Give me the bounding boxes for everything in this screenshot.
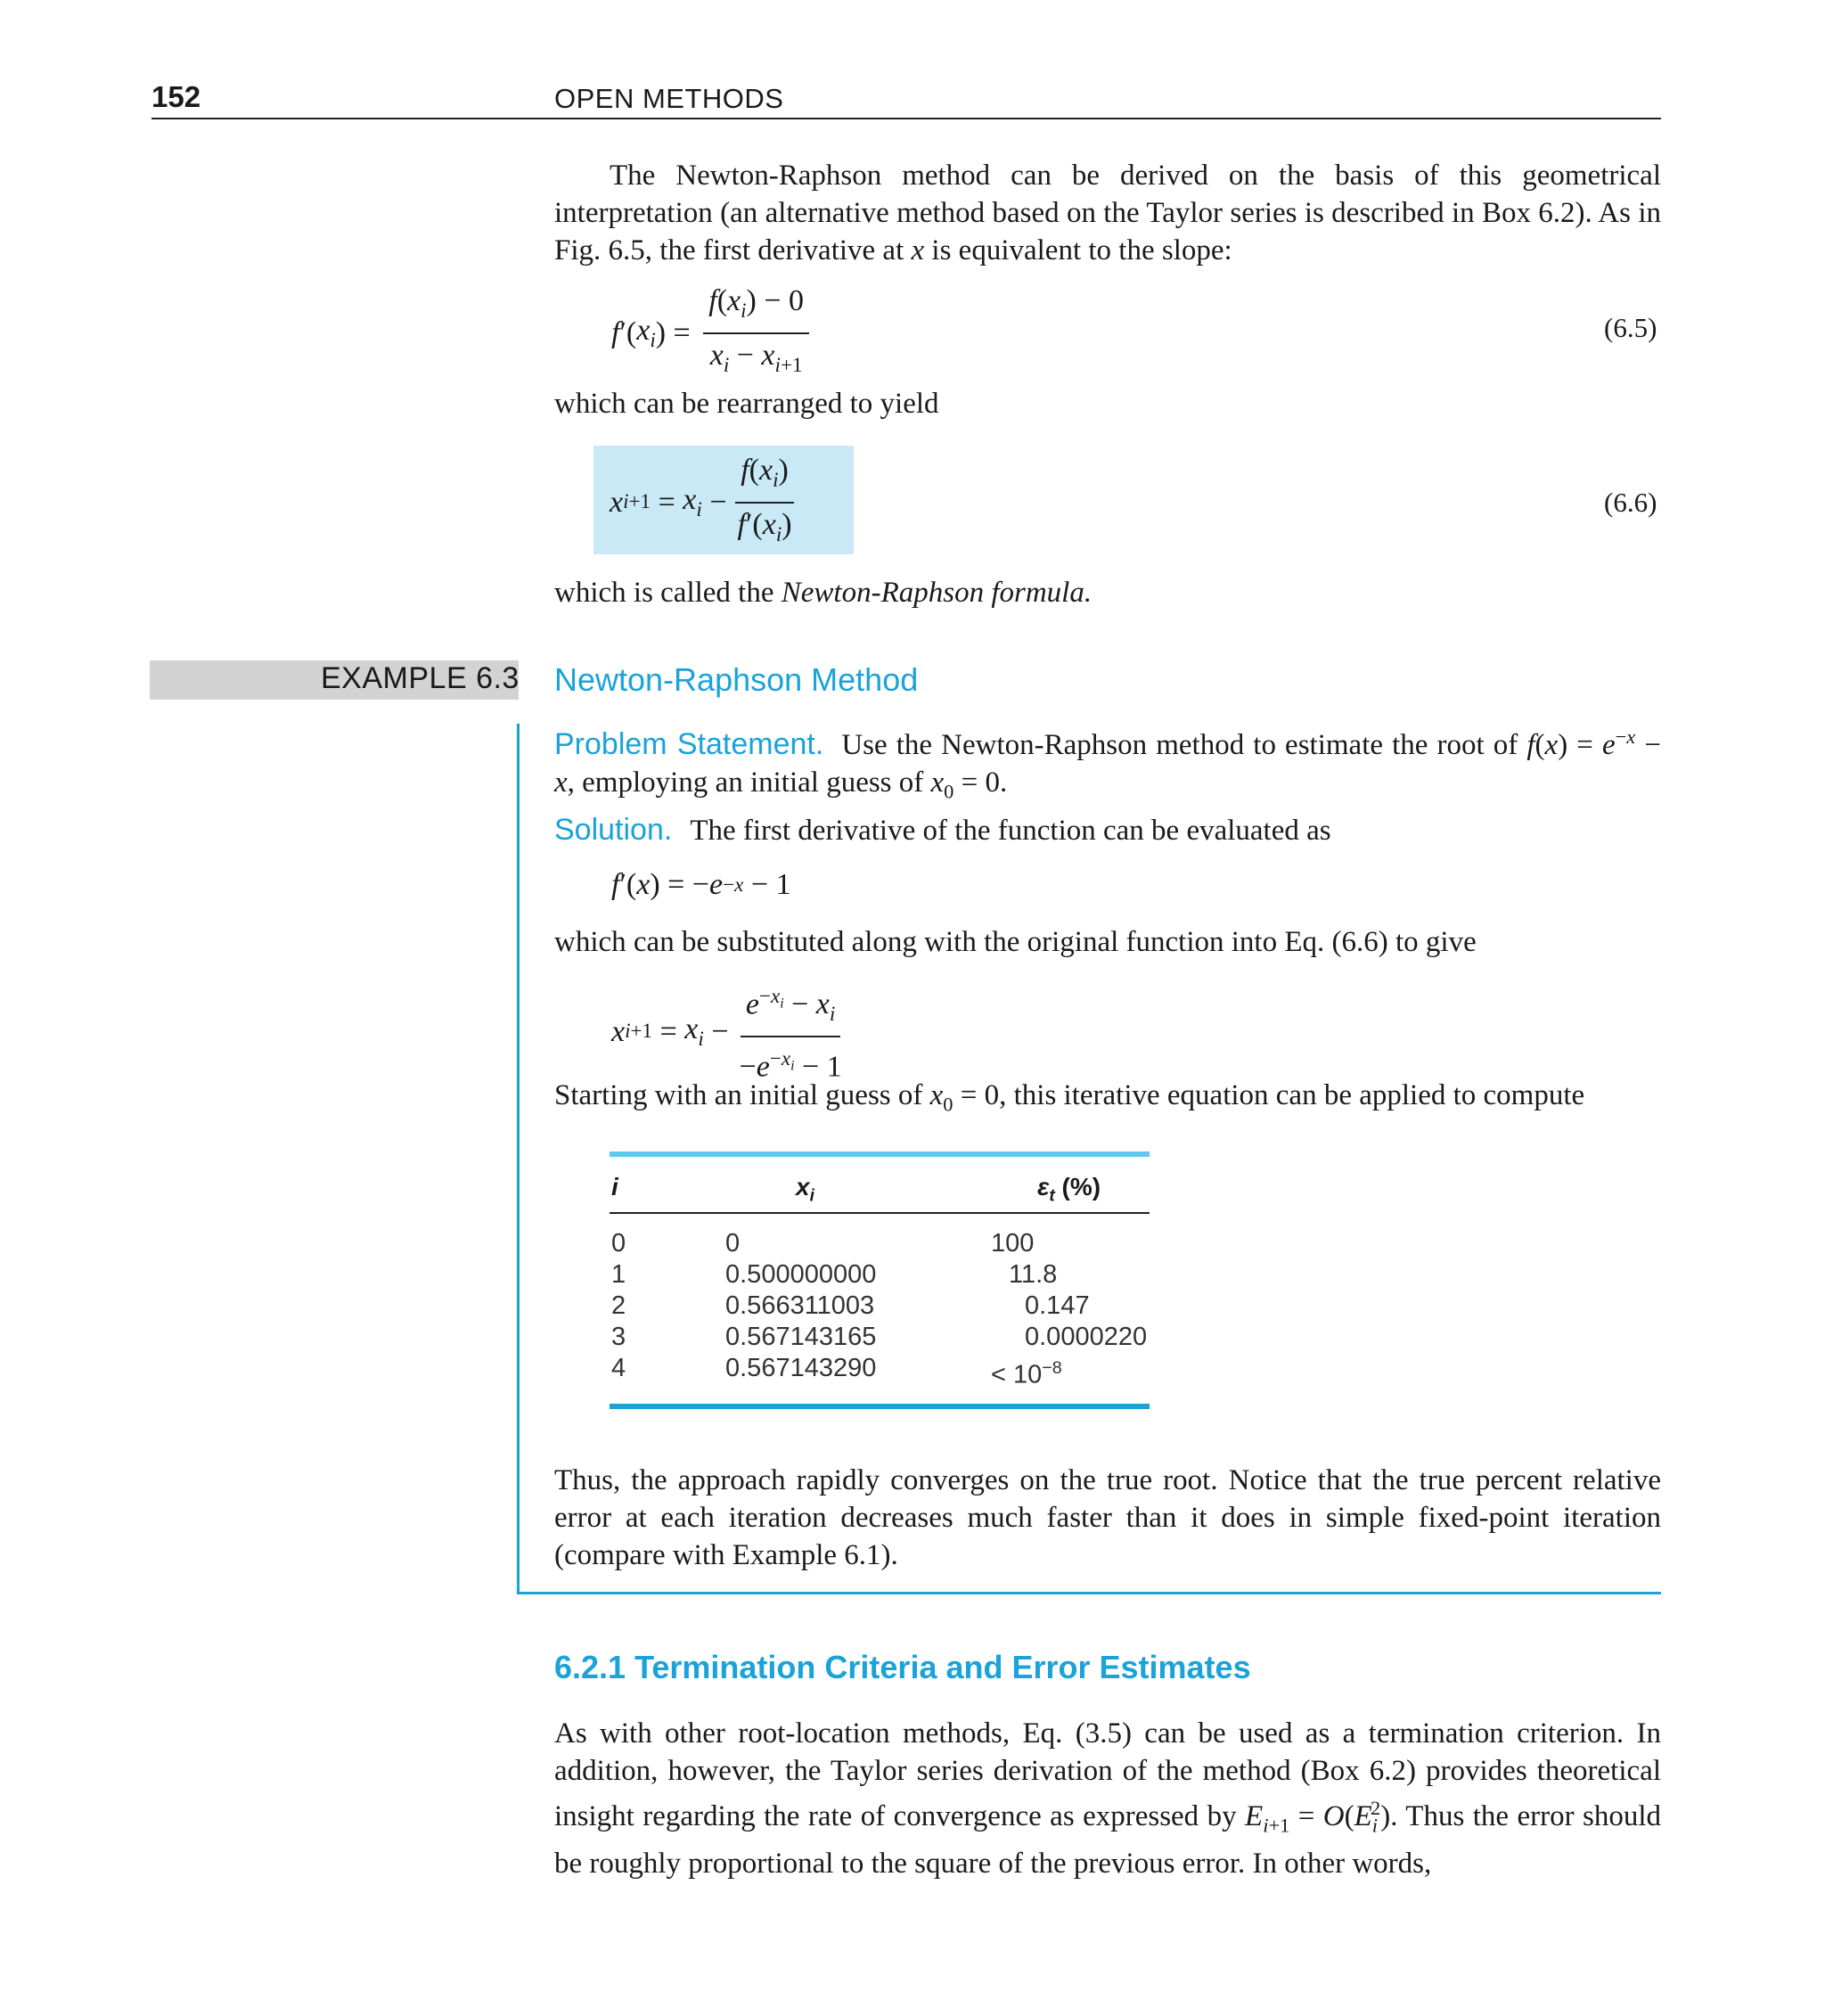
example-label: EXAMPLE 6.3 (321, 661, 520, 695)
table-cell: < $10^{-8}$ (991, 1358, 1062, 1389)
equation-6-6: x i+1 = $x_i$ − $\frac{f(x_i)}{f'(x_i)}$ (610, 453, 803, 553)
table-top-rule (610, 1151, 1150, 1157)
table-header-rule (610, 1212, 1150, 1214)
table-cell: 0.500000000 (725, 1260, 877, 1289)
table-column-x (725, 1228, 876, 1384)
section-paragraph: As with other root-location methods, Eq. (3.5) can be used as a termination criterion. In addition, however, the Taylor series derivation of the method (Box 6.2) provides theoretical insight regarding the rate of convergence as expressed by $E_{i+1} = O(E_i^2)$. Thus the error should be roughly proportional to the square of the previous error. In other words, (554, 1717, 1661, 1880)
table-cell: 100 (991, 1229, 1035, 1258)
table-cell: 1 (611, 1260, 626, 1289)
fraction-6-5: $\frac{f(x_i) - 0}{x_i - x_{i+1}}$ (703, 283, 809, 383)
intro-paragraph: The Newton-Raphson method can be derived on the basis of this geometrical interpretation (an alternative method based on the Taylor series is described in Box 6.2). As in Fig. 6.5, the first derivative at x is equivalent to the slope: (554, 160, 1661, 266)
table-header-i: i (611, 1173, 618, 1201)
conclusion-paragraph: Thus, the approach rapidly converges on the true root. Notice that the true percent relative error at each iteration decreases much faster than it does in simple fixed-point iteration (compare with Example 6.1). (554, 1464, 1661, 1571)
rearrange-text: which can be rearranged to yield (554, 388, 939, 420)
table-cell: 0.147 (1025, 1291, 1090, 1320)
equation-number-6-5: (6.5) (1604, 312, 1657, 343)
equation-number-6-6: (6.6) (1604, 487, 1657, 518)
table-cell: 11.8 (1009, 1260, 1058, 1289)
table-header-x: $x_i$ (796, 1173, 814, 1206)
header-rule (151, 118, 1661, 119)
table-column-error (991, 1228, 1151, 1391)
running-head: OPEN METHODS (554, 83, 784, 114)
table-bottom-rule (610, 1404, 1150, 1409)
table-cell: 4 (611, 1354, 626, 1382)
page-number: 152 (151, 80, 201, 113)
table-column-i (611, 1228, 626, 1384)
table-header-error: $\varepsilon_t$ (%) (1037, 1173, 1101, 1206)
substitute-text: which can be substituted along with the original function into Eq. (6.6) to give (554, 926, 1477, 958)
equation-6-5: f ′( $x_i$ ) = $\frac{f(x_i) - 0}{x_i - x_{i+1}}$ (611, 283, 814, 383)
example-title: Newton-Raphson Method (554, 661, 919, 698)
starting-text: Starting with an initial guess of $x_0 = 0$, this iterative equation can be applied to compute (554, 1079, 1585, 1116)
derivative-equation: f ′( x ) = − e −x − 1 (611, 868, 791, 901)
problem-statement: Problem Statement. Use the Newton-Raphson method to estimate the root of $f(x) = e^{-x} - x$, employing an initial guess of $x_0 = 0$. (554, 725, 1661, 803)
table-cell: 2 (611, 1291, 626, 1320)
table-cell: 3 (611, 1323, 626, 1351)
table-cell: 0.0000220 (1025, 1323, 1148, 1351)
section-heading: 6.2.1 Termination Criteria and Error Estimates (554, 1649, 1251, 1685)
fraction-6-6: $\frac{f(x_i)}{f'(x_i)}$ (732, 453, 798, 553)
example-side-rule (517, 724, 520, 1594)
table-cell: 0.567143165 (725, 1323, 877, 1351)
table-cell: 0.567143290 (725, 1354, 877, 1382)
table-cell: 0 (725, 1229, 741, 1258)
table-cell: 0.566311003 (725, 1291, 875, 1320)
table-cell: 0 (611, 1229, 626, 1258)
example-bottom-rule (517, 1592, 1661, 1594)
iterative-equation: x i+1 = $x_i$ − $\frac{e^{-x_i} - x_i}{-e^{-x_i} - 1}$ (611, 979, 853, 1085)
iterative-fraction: $\frac{e^{-x_i} - x_i}{-e^{-x_i} - 1}$ (734, 979, 847, 1085)
formula-name-text: which is called the Newton-Raphson formula. (554, 577, 1093, 609)
solution-paragraph: Solution. The first derivative of the function can be evaluated as (554, 813, 1331, 847)
